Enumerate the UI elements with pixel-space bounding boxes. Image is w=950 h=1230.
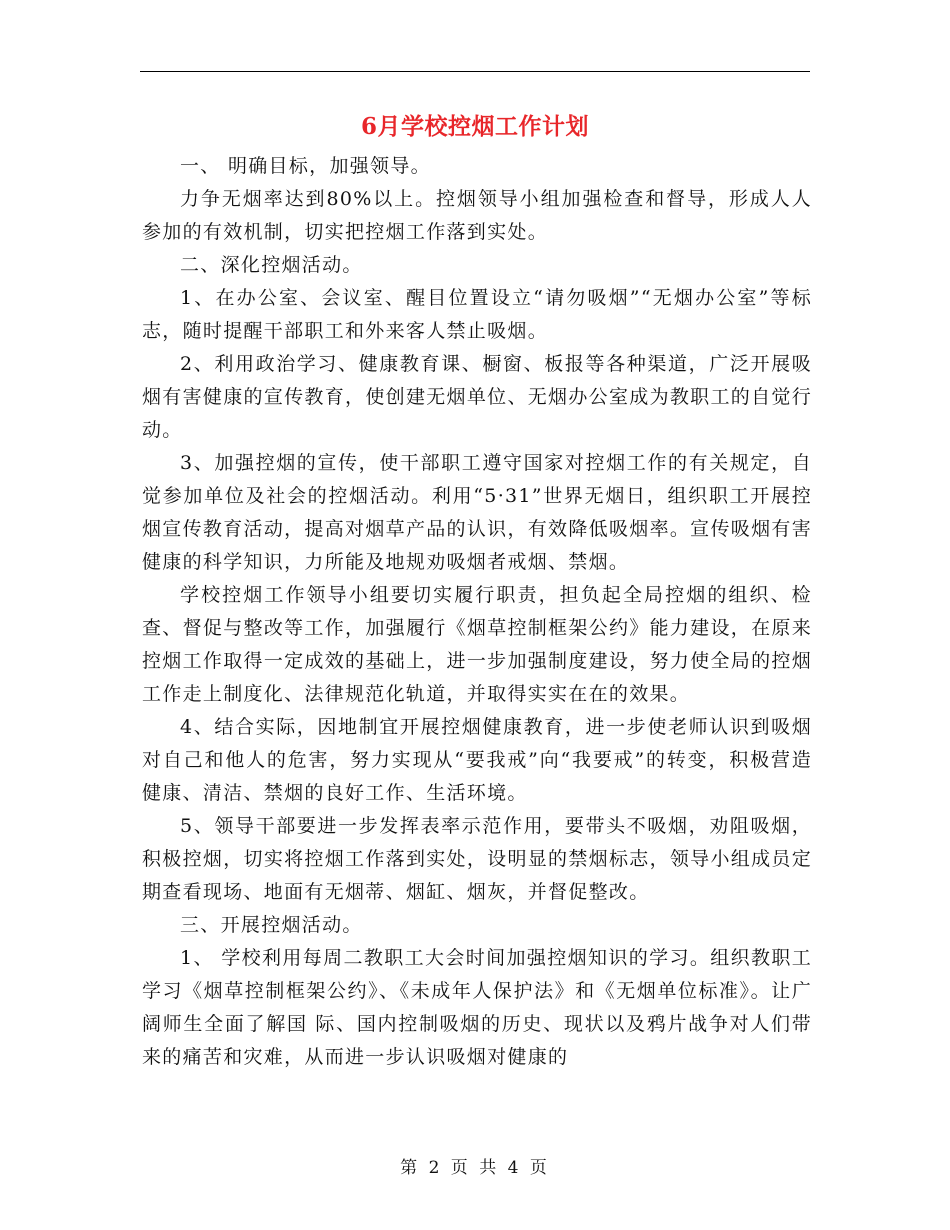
paragraph: 学校控烟工作领导小组要切实履行职责，担负起全局控烟的组织、检查、督促与整改等工作，加强履行《烟草控制框架公约》能力建设，在原来控烟工作取得一定成效的基础上，进一步加强制度建设，努力使全局的控烟工作走上制度化、法律规范化轨道，并取得实实在在的效果。 [142, 584, 812, 705]
paragraph: 一、 明确目标，加强领导。 [180, 155, 431, 177]
document-body [142, 150, 812, 1074]
paragraph: 力争无烟率达到80%以上。控烟领导小组加强检查和督导，形成人人参加的有效机制，切实把控烟工作落到实处。 [142, 188, 812, 243]
paragraph: 3、加强控烟的宣传，使干部职工遵守国家对控烟工作的有关规定，自觉参加单位及社会的控烟活动。利用“5·31”世界无烟日，组织职工开展控烟宣传教育活动，提高对烟草产品的认识，有效降低吸烟率。宣传吸烟有害健康的科学知识，力所能及地规劝吸烟者戒烟、禁烟。 [142, 452, 812, 573]
paragraph: 三、开展控烟活动。 [180, 914, 363, 936]
page-number: 第 2 页 共 4 页 [400, 1158, 550, 1178]
paragraph: 二、深化控烟活动。 [180, 254, 363, 276]
header-rule [140, 71, 810, 72]
paragraph: 1、在办公室、会议室、醒目位置设立“请勿吸烟”“无烟办公室”等标志，随时提醒干部职工和外来客人禁止吸烟。 [142, 287, 812, 342]
paragraph: 4、结合实际，因地制宜开展控烟健康教育，进一步使老师认识到吸烟对自己和他人的危害，努力实现从“要我戒”向“我要戒”的转变，积极营造健康、清洁、禁烟的良好工作、生活环境。 [142, 716, 812, 804]
document-title: 6月学校控烟工作计划 [360, 113, 589, 140]
paragraph: 2、利用政治学习、健康教育课、橱窗、板报等各种渠道，广泛开展吸烟有害健康的宣传教育，使创建无烟单位、无烟办公室成为教职工的自觉行动。 [142, 353, 812, 441]
paragraph: 1、 学校利用每周二教职工大会时间加强控烟知识的学习。组织教职工学习《烟草控制框架公约》、《未成年人保护法》和《无烟单位标准》。让广阔师生全面了解国 际、国内控制吸烟的历史、现状以及鸦片战争对人们带来的痛苦和灾难，从而进一步认识吸烟对健康的 [142, 947, 812, 1068]
paragraph: 5、领导干部要进一步发挥表率示范作用，要带头不吸烟，劝阻吸烟，积极控烟，切实将控烟工作落到实处，设明显的禁烟标志，领导小组成员定期查看现场、地面有无烟蒂、烟缸、烟灰，并督促整改。 [142, 815, 812, 903]
